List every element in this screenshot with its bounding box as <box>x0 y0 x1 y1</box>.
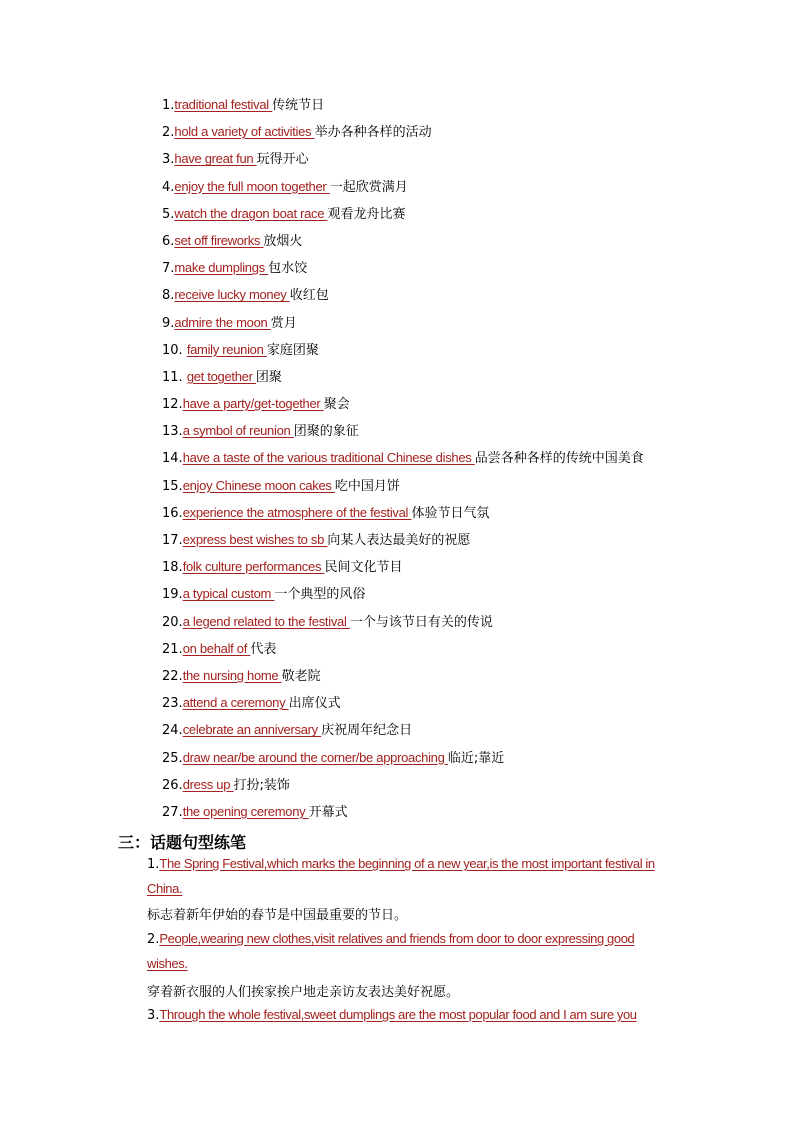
vocab-english: have great fun <box>174 151 257 167</box>
vocab-chinese: 临近;靠近 <box>447 750 505 766</box>
vocab-chinese: 体验节日气氛 <box>411 505 490 521</box>
vocab-chinese: 敬老院 <box>281 668 321 684</box>
vocab-english: experience the atmosphere of the festival <box>182 504 412 520</box>
sentence-english: People,wearing new clothes,visit relatives and friends from door to door expressing good wishes. <box>147 931 635 971</box>
vocab-english: celebrate an anniversary <box>182 722 322 738</box>
vocab-item <box>162 665 722 692</box>
vocab-chinese: 举办各种各样的活动 <box>314 125 432 141</box>
vocab-english: receive lucky money <box>174 287 290 303</box>
vocab-english: express best wishes to sb <box>182 532 328 547</box>
vocab-number: 16. <box>162 505 183 521</box>
vocab-item <box>162 230 722 257</box>
vocab-number: 19. <box>162 587 183 603</box>
sentence-item <box>120 927 676 977</box>
vocab-chinese: 一个与该节日有关的传说 <box>349 614 493 630</box>
vocab-number: 1. <box>162 98 175 113</box>
vocab-number: 14. <box>162 451 183 467</box>
vocab-number: 27. <box>162 804 183 820</box>
vocab-english: on behalf of <box>182 640 251 656</box>
vocab-number: 24. <box>162 723 183 739</box>
vocab-english: folk culture performances <box>182 559 325 575</box>
vocab-item <box>162 611 722 638</box>
vocab-item <box>162 312 722 339</box>
vocab-number: 26. <box>162 777 183 793</box>
vocab-item <box>162 692 722 719</box>
vocab-item <box>162 121 722 148</box>
vocab-chinese: 民间文化节目 <box>324 560 403 576</box>
vocab-chinese: 放烟火 <box>263 233 303 249</box>
vocab-number: 23. <box>162 696 183 712</box>
vocab-english: dress up <box>182 776 234 792</box>
vocab-english: family reunion <box>186 341 267 357</box>
vocab-item <box>162 719 722 746</box>
vocab-item <box>162 583 722 610</box>
vocab-chinese: 赏月 <box>270 315 297 331</box>
vocab-item <box>162 339 722 366</box>
vocab-english: draw near/be around the corner/be approaching <box>182 749 448 765</box>
vocab-english: enjoy Chinese moon cakes <box>182 477 335 493</box>
sentence-item <box>120 852 676 902</box>
vocab-number: 25. <box>162 750 183 766</box>
vocab-english: have a taste of the various traditional Chinese dishes <box>182 450 475 466</box>
vocab-chinese: 出席仪式 <box>288 696 341 712</box>
vocab-chinese: 一个典型的风俗 <box>274 587 366 603</box>
vocab-item <box>162 502 722 529</box>
vocab-english: the opening ceremony <box>182 803 309 819</box>
vocab-item <box>162 284 722 311</box>
sentence-chinese: 穿着新衣服的人们挨家挨户地走亲访友表达美好祝愿。 <box>147 985 460 1000</box>
vocab-number: 13. <box>162 424 183 440</box>
vocab-english: a legend related to the festival <box>182 613 350 629</box>
vocab-chinese: 观看龙舟比赛 <box>327 206 406 222</box>
vocab-english: have a party/get-together <box>182 396 324 412</box>
vocab-chinese: 打扮;装饰 <box>233 777 290 793</box>
vocab-item <box>162 203 722 230</box>
sentence-number: 3. <box>147 1008 160 1023</box>
vocab-number: 12. <box>162 397 183 413</box>
vocab-number: 7. <box>162 261 175 277</box>
vocab-number: 2. <box>162 125 175 141</box>
vocab-item <box>162 475 722 502</box>
vocab-chinese: 代表 <box>250 641 277 657</box>
vocab-number: 9. <box>162 315 175 331</box>
vocab-number: 8. <box>162 288 175 304</box>
sentence-number: 2. <box>147 932 160 947</box>
vocab-item <box>162 529 722 556</box>
vocab-chinese: 团聚的象征 <box>293 424 359 440</box>
vocab-number: 6. <box>162 233 175 249</box>
vocabulary-list <box>162 94 722 828</box>
vocab-number: 18. <box>162 560 183 576</box>
vocab-english: watch the dragon boat race <box>174 205 328 221</box>
vocab-number: 22. <box>162 668 183 684</box>
vocab-chinese: 一起欣赏满月 <box>329 179 408 195</box>
vocab-number: 4. <box>162 179 175 195</box>
vocab-chinese: 开幕式 <box>308 804 348 820</box>
vocab-item <box>162 747 722 774</box>
vocab-chinese: 吃中国月饼 <box>334 478 400 494</box>
vocab-item <box>162 366 722 393</box>
vocab-number: 15. <box>162 478 183 494</box>
vocab-english: enjoy the full moon together <box>174 178 330 194</box>
sentence-item <box>120 1003 676 1028</box>
vocab-number: 5. <box>162 206 175 222</box>
vocab-item <box>162 556 722 583</box>
vocab-number: 20. <box>162 614 183 630</box>
vocab-number: 10. <box>162 342 187 358</box>
vocab-english: admire the moon <box>174 314 271 330</box>
sentence-english: The Spring Festival,which marks the beginning of a new year,is the most important festival in China. <box>147 856 655 896</box>
section-heading: 三：话题句型练笔 <box>118 833 247 852</box>
vocab-chinese: 包水饺 <box>268 261 308 277</box>
vocab-english: get together <box>186 368 256 384</box>
vocab-chinese: 向某人表达最美好的祝愿 <box>327 533 471 548</box>
vocab-chinese: 聚会 <box>323 397 350 413</box>
vocab-chinese: 收红包 <box>289 288 329 304</box>
vocab-item <box>162 774 722 801</box>
vocab-chinese: 玩得开心 <box>256 152 309 168</box>
vocab-item <box>162 257 722 284</box>
vocab-number: 21. <box>162 641 183 657</box>
vocab-english: traditional festival <box>174 97 273 112</box>
vocab-english: attend a ceremony <box>182 695 289 711</box>
sentence-number: 1. <box>147 857 160 872</box>
vocab-chinese: 家庭团聚 <box>266 342 319 358</box>
vocab-chinese: 团聚 <box>255 369 282 385</box>
sentence-english: Through the whole festival,sweet dumplings are the most popular food and I am sure you <box>159 1007 637 1022</box>
vocab-item <box>162 420 722 447</box>
vocab-english: set off fireworks <box>174 232 264 248</box>
sentence-chinese: 标志着新年伊始的春节是中国最重要的节日。 <box>147 908 408 923</box>
vocab-item <box>162 447 722 474</box>
vocab-item <box>162 393 722 420</box>
vocab-chinese: 庆祝周年纪念日 <box>321 723 413 739</box>
vocab-english: hold a variety of activities <box>174 124 315 140</box>
vocab-item <box>162 801 722 828</box>
vocab-number: 3. <box>162 152 175 168</box>
vocab-chinese: 品尝各种各样的传统中国美食 <box>474 451 644 467</box>
vocab-number: 17. <box>162 533 183 548</box>
vocab-item <box>162 176 722 203</box>
vocab-item <box>162 94 722 121</box>
vocab-english: the nursing home <box>182 667 282 683</box>
vocab-english: a typical custom <box>182 586 275 602</box>
vocab-item <box>162 638 722 665</box>
vocab-chinese: 传统节日 <box>272 98 325 113</box>
vocab-item <box>162 148 722 175</box>
vocab-number: 11. <box>162 369 187 385</box>
vocab-english: make dumplings <box>174 260 269 276</box>
vocab-english: a symbol of reunion <box>182 423 294 439</box>
